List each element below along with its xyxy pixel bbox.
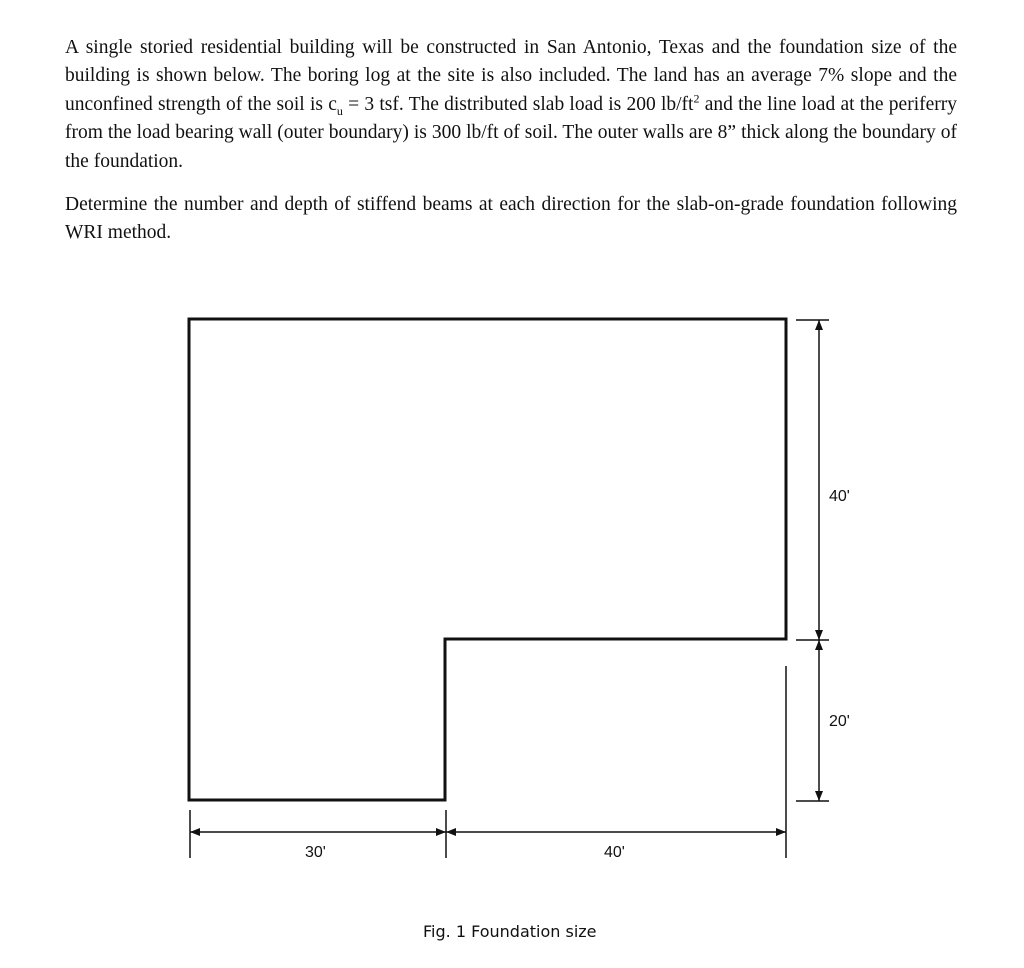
- p1-text-a: A single storied residential building will be constructed in San Antonio, Texas and the foundation size of the building is shown below. The boring log at the site is also included. The land has an average 7% slope and the unconfined strength of the soil is c: [65, 37, 957, 115]
- problem-paragraph-2: Determine the number and depth of stiffend beams at each direction for the slab-on-grade foundation following WRI method.: [65, 194, 957, 244]
- dim-label-40-vertical: 40': [829, 488, 850, 505]
- dim-label-40-horizontal: 40': [604, 844, 625, 861]
- cu-subscript: u: [336, 103, 343, 118]
- ft2-superscript: 2: [693, 91, 700, 106]
- foundation-outline: [189, 319, 786, 800]
- dim-label-20-vertical: 20': [829, 713, 850, 730]
- dim-label-30-horizontal: 30': [305, 844, 326, 861]
- p1-text-c: and the line load at the periferry from the load bearing wall (outer boundary) is 300 lb/ft of soil. The outer walls are 8” thick along the boundary of the foundation.: [65, 93, 958, 172]
- p1-text-b: = 3 tsf. The distributed slab load is 200 lb/ft: [342, 93, 694, 115]
- figure-caption: Fig. 1 Foundation size: [423, 922, 597, 941]
